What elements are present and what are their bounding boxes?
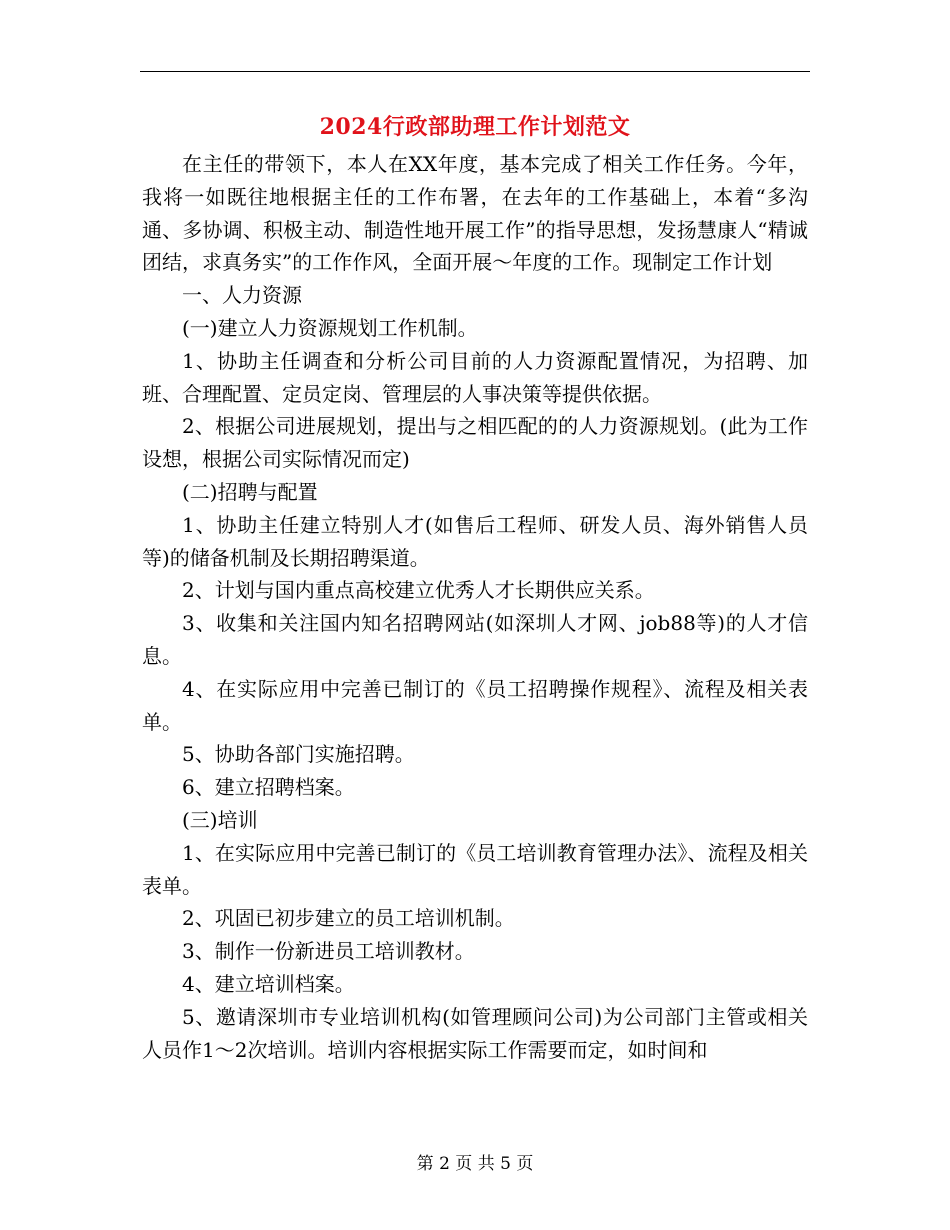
subsection-heading-training: (三)培训 — [182, 807, 258, 832]
page-footer: 第 2 页 共 5 页 — [416, 1154, 534, 1174]
list-item: 2、巩固已初步建立的员工培训机制。 — [182, 906, 515, 931]
intro-paragraph: 在主任的带领下，本人在XX年度，基本完成了相关工作任务。今年，我将一如既往地根据主任的工作布署，在去年的工作基础上，本着“多沟通、多协调、积极主动、制造性地开展工作”的指导思想，发扬慧康人“精诚团结，求真务实”的工作作风，全面开展～年度的工作。现制定工作计划 — [142, 152, 808, 275]
document-title: 2024行政部助理工作计划范文 — [319, 114, 631, 140]
list-item: 4、建立培训档案。 — [182, 971, 355, 996]
list-item: 6、建立招聘档案。 — [182, 775, 355, 800]
list-item: 3、收集和关注国内知名招聘网站(如深圳人才网、job88等)的人才信息。 — [142, 611, 808, 668]
list-item: 1、协助主任调查和分析公司目前的人力资源配置情况，为招聘、加班、合理配置、定员定岗、管理层的人事决策等提供依据。 — [142, 348, 808, 406]
document-body — [142, 148, 808, 1066]
list-item: 1、协助主任建立特别人才(如售后工程师、研发人员、海外销售人员等)的储备机制及长期招聘渠道。 — [142, 512, 808, 570]
subsection-heading-recruitment: (二)招聘与配置 — [182, 479, 318, 504]
list-item: 5、协助各部门实施招聘。 — [182, 742, 415, 767]
section-heading-hr: 一、人力资源 — [182, 283, 302, 308]
list-item: 4、在实际应用中完善已制订的《员工招聘操作规程》、流程及相关表单。 — [142, 676, 808, 734]
list-item: 1、在实际应用中完善已制订的《员工培训教育管理办法》、流程及相关表单。 — [142, 840, 808, 898]
header-rule — [140, 71, 810, 72]
list-item: 3、制作一份新进员工培训教材。 — [182, 939, 475, 964]
list-item: 2、根据公司进展规划，提出与之相匹配的的人力资源规划。(此为工作设想，根据公司实际情况而定) — [142, 414, 808, 472]
list-item: 5、邀请深圳市专业培训机构(如管理顾问公司)为公司部门主管或相关人员作1～2次培训。培训内容根据实际工作需要而定，如时间和 — [142, 1004, 808, 1062]
subsection-heading-planning: (一)建立人力资源规划工作机制。 — [182, 315, 478, 340]
list-item: 2、计划与国内重点高校建立优秀人才长期供应关系。 — [182, 578, 655, 603]
